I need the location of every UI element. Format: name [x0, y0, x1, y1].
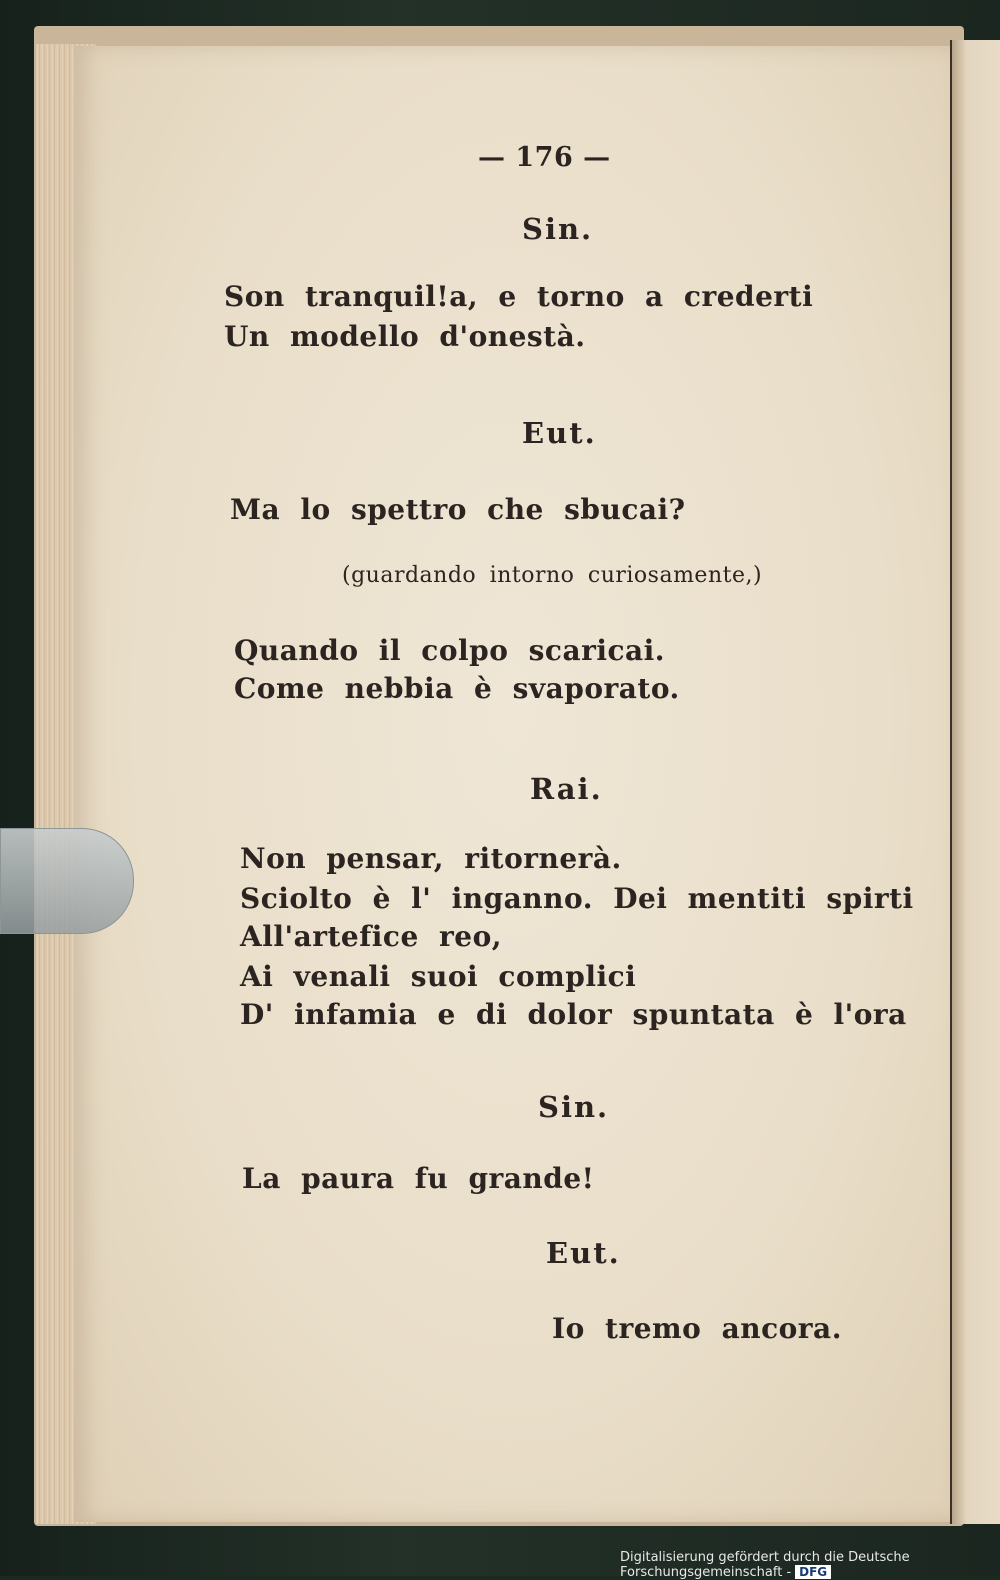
- verse-line: Ma lo spettro che sbucai?: [230, 493, 686, 526]
- verse-line: Sciolto è l' inganno. Dei mentiti spirti: [240, 882, 914, 915]
- verse-line: Come nebbia è svaporato.: [234, 672, 680, 705]
- facing-page-edge: [950, 40, 1000, 1524]
- verse-line: D' infamia e di dolor spuntata è l'ora: [240, 998, 907, 1031]
- book-page: [74, 46, 950, 1522]
- verse-line: La paura fu grande!: [242, 1162, 595, 1195]
- verse-line: Non pensar, ritornerà.: [240, 842, 622, 875]
- speaker-label: Sin.: [538, 1090, 610, 1124]
- verse-line: All'artefice reo,: [240, 920, 502, 953]
- verse-line: Ai venali suoi complici: [240, 960, 637, 993]
- verse-line: Son tranquil!a, e torno a crederti: [224, 280, 814, 313]
- dfg-logo: DFG: [795, 1565, 831, 1579]
- speaker-label: Eut.: [546, 1236, 621, 1270]
- speaker-label: Rai.: [530, 772, 603, 806]
- speaker-label: Eut.: [522, 416, 597, 450]
- page-clip: [0, 828, 134, 934]
- page-number: — 176 —: [478, 142, 611, 173]
- verse-line: Un modello d'onestà.: [224, 320, 586, 353]
- credit-text: Digitalisierung gefördert durch die Deutsche Forschungsgemeinschaft -: [620, 1550, 910, 1580]
- verse-line: Io tremo ancora.: [552, 1312, 842, 1345]
- verse-line: Quando il colpo scaricai.: [234, 634, 666, 667]
- stage-direction: (guardando intorno curiosamente,): [342, 563, 763, 588]
- speaker-label: Sin.: [522, 212, 594, 246]
